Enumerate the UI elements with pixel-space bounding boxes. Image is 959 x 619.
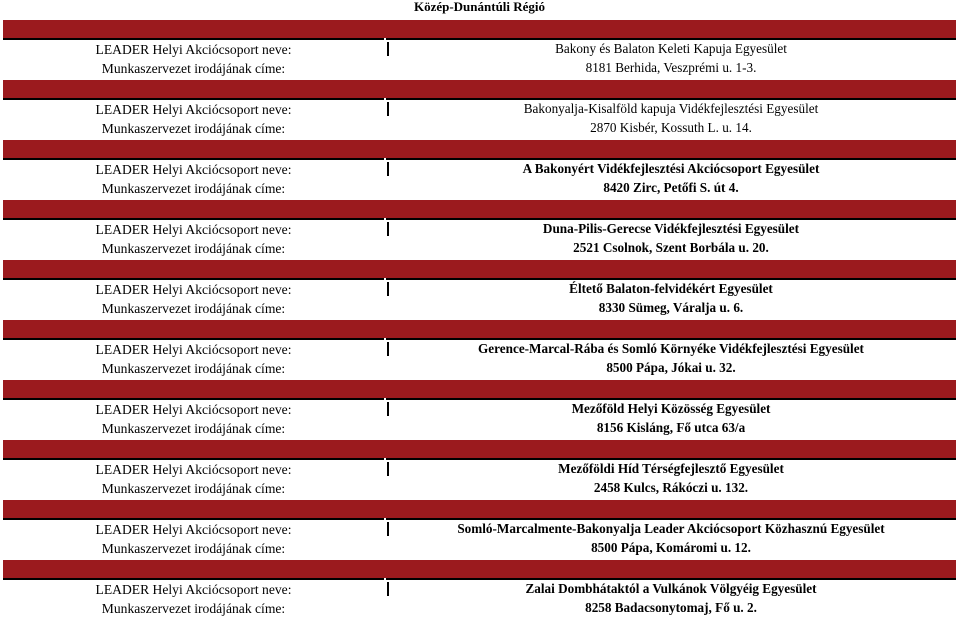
entry-block xyxy=(3,500,956,559)
divider-right xyxy=(386,98,956,100)
header-bar xyxy=(3,500,956,518)
label-address: Munkaszervezet irodájának címe: xyxy=(101,241,286,256)
header-bar xyxy=(3,260,956,278)
office-address: 8500 Pápa, Komáromi u. 12. xyxy=(591,540,751,555)
divider-right xyxy=(386,278,956,280)
group-name: Mezőföldi Híd Térségfejlesztő Egyesület xyxy=(558,461,784,476)
group-name: Duna-Pilis-Gerecse Vidékfejlesztési Egyesület xyxy=(542,221,800,236)
divider-left xyxy=(3,98,384,100)
page-title: Közép-Dunántúli Régió xyxy=(413,0,546,14)
header-bar xyxy=(3,380,956,398)
entry-block xyxy=(3,80,956,139)
office-address: 2870 Kisbér, Kossuth L. u. 14. xyxy=(590,120,752,135)
header-bar xyxy=(3,560,956,578)
divider-left xyxy=(3,338,384,340)
label-name: LEADER Helyi Akciócsoport neve: xyxy=(95,162,292,177)
label-name: LEADER Helyi Akciócsoport neve: xyxy=(95,582,292,597)
label-name: LEADER Helyi Akciócsoport neve: xyxy=(95,462,292,477)
label-address: Munkaszervezet irodájának címe: xyxy=(101,481,286,496)
label-address: Munkaszervezet irodájának címe: xyxy=(101,301,286,316)
divider-right xyxy=(386,158,956,160)
divider-right xyxy=(386,578,956,580)
entry-block xyxy=(3,200,956,259)
group-name: A Bakonyért Vidékfejlesztési Akciócsoport Egyesület xyxy=(522,161,820,176)
office-address: 8156 Kisláng, Fő utca 63/a xyxy=(596,420,746,435)
label-address: Munkaszervezet irodájának címe: xyxy=(101,61,286,76)
office-address: 8258 Badacsonytomaj, Fő u. 2. xyxy=(585,600,757,615)
label-name: LEADER Helyi Akciócsoport neve: xyxy=(95,342,292,357)
divider-right xyxy=(386,398,956,400)
office-address: 8500 Pápa, Jókai u. 32. xyxy=(606,360,736,375)
label-address: Munkaszervezet irodájának címe: xyxy=(101,121,286,136)
office-address: 8181 Berhida, Veszprémi u. 1-3. xyxy=(585,60,757,75)
group-name: Gerence-Marcal-Rába és Somló Környéke Vidékfejlesztési Egyesület xyxy=(478,341,864,356)
divider-right xyxy=(386,218,956,220)
label-name: LEADER Helyi Akciócsoport neve: xyxy=(95,282,292,297)
header-bar xyxy=(3,200,956,218)
label-name: LEADER Helyi Akciócsoport neve: xyxy=(95,102,292,117)
office-address: 2458 Kulcs, Rákóczi u. 132. xyxy=(593,480,749,495)
entry-block xyxy=(3,320,956,379)
divider-left xyxy=(3,518,384,520)
divider-left xyxy=(3,578,384,580)
group-name: Bakonyalja-Kisalföld kapuja Vidékfejlesztési Egyesület xyxy=(523,101,819,116)
entry-block xyxy=(3,260,956,319)
label-name: LEADER Helyi Akciócsoport neve: xyxy=(95,522,292,537)
divider-left xyxy=(3,458,384,460)
header-bar xyxy=(3,20,956,38)
divider-left xyxy=(3,398,384,400)
group-name: Bakony és Balaton Keleti Kapuja Egyesület xyxy=(555,41,787,56)
label-address: Munkaszervezet irodájának címe: xyxy=(101,421,286,436)
divider-right xyxy=(386,518,956,520)
divider-left xyxy=(3,38,384,40)
label-name: LEADER Helyi Akciócsoport neve: xyxy=(95,402,292,417)
label-address: Munkaszervezet irodájának címe: xyxy=(101,361,286,376)
entry-block xyxy=(3,380,956,439)
label-name: LEADER Helyi Akciócsoport neve: xyxy=(95,42,292,57)
header-bar xyxy=(3,440,956,458)
group-name: Éltető Balaton-felvidékért Egyesület xyxy=(569,281,773,296)
entry-block xyxy=(3,20,956,79)
divider-left xyxy=(3,278,384,280)
entry-block xyxy=(3,440,956,499)
office-address: 8330 Sümeg, Váralja u. 6. xyxy=(598,300,744,315)
label-address: Munkaszervezet irodájának címe: xyxy=(101,181,286,196)
entry-block xyxy=(3,560,956,619)
group-name: Zalai Dombhátaktól a Vulkánok Völgyéig Egyesület xyxy=(525,581,817,596)
divider-right xyxy=(386,338,956,340)
label-name: LEADER Helyi Akciócsoport neve: xyxy=(95,222,292,237)
header-bar xyxy=(3,140,956,158)
group-name: Somló-Marcalmente-Bakonyalja Leader Akciócsoport Közhasznú Egyesület xyxy=(457,521,885,536)
divider-left xyxy=(3,158,384,160)
divider-right xyxy=(386,458,956,460)
office-address: 2521 Csolnok, Szent Borbála u. 20. xyxy=(573,240,769,255)
divider-left xyxy=(3,218,384,220)
header-bar xyxy=(3,80,956,98)
header-bar xyxy=(3,320,956,338)
entry-block xyxy=(3,140,956,199)
label-address: Munkaszervezet irodájának címe: xyxy=(101,601,286,616)
label-address: Munkaszervezet irodájának címe: xyxy=(101,541,286,556)
divider-right xyxy=(386,38,956,40)
group-name: Mezőföld Helyi Közösség Egyesület xyxy=(571,401,771,416)
office-address: 8420 Zirc, Petőfi S. út 4. xyxy=(603,180,739,195)
